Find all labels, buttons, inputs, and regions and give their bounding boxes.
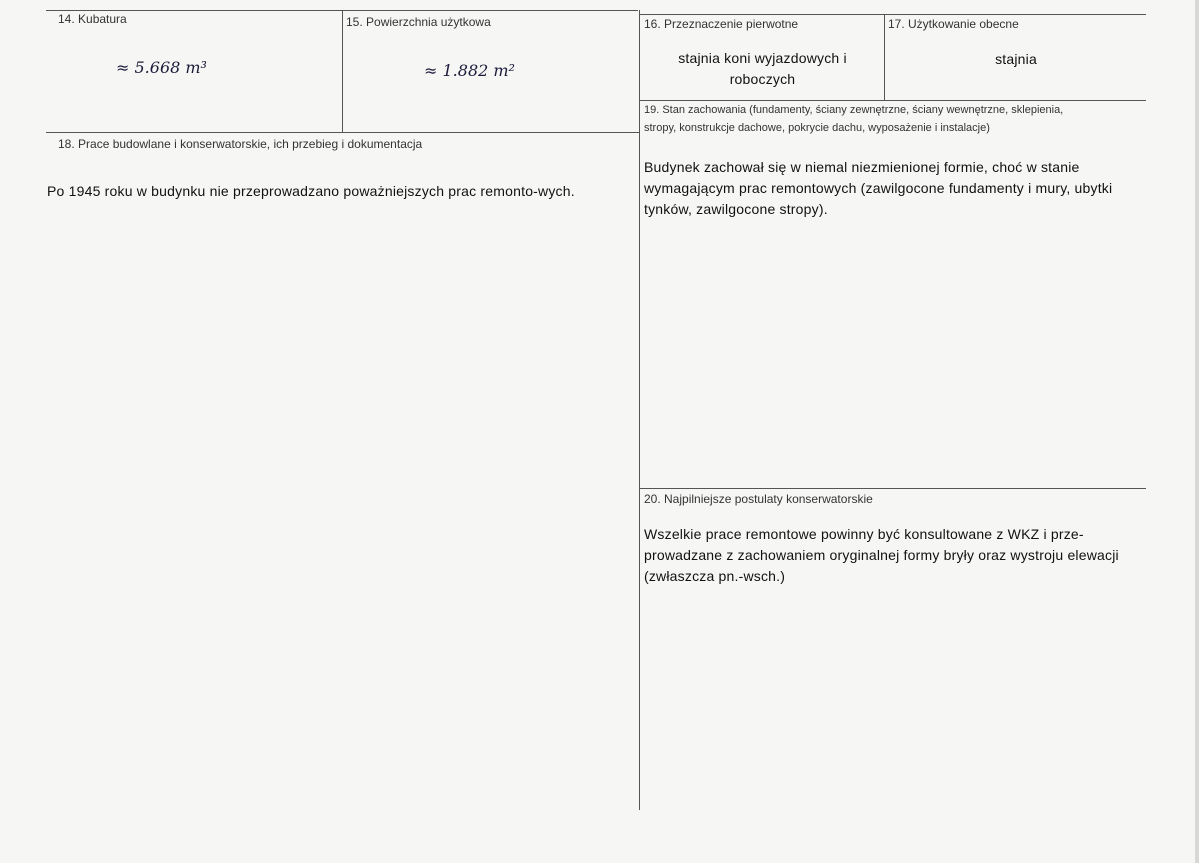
stan-label-line1: 19. Stan zachowania (fundamenty, ściany zewnętrzne, ściany wewnętrzne, sklepienia, bbox=[644, 104, 1064, 116]
stan-value: Budynek zachował się w niemal niezmienionej formie, choć w stanie wymagającym prac remontowych (zawilgocone fundamenty i mury, ubytki tynków, zawilgocone stropy). bbox=[644, 159, 1113, 217]
divider-19-top bbox=[640, 100, 1146, 101]
divider-18-top bbox=[46, 132, 639, 133]
divider-top-right bbox=[640, 14, 1146, 15]
uzytkowanie-value: stajnia bbox=[995, 51, 1037, 67]
kubatura-value: ≈ 5.668 m³ bbox=[116, 58, 207, 77]
stan-label-line2: stropy, konstrukcje dachowe, pokrycie dachu, wyposażenie i instalacje) bbox=[644, 122, 990, 134]
prace-value: Po 1945 roku w budynku nie przeprowadzano poważniejszych prac remonto-wych. bbox=[47, 183, 575, 199]
kubatura-label: 14. Kubatura bbox=[58, 12, 127, 26]
uzytkowanie-label: 17. Użytkowanie obecne bbox=[888, 17, 1019, 31]
powierzchnia-value: ≈ 1.882 m² bbox=[424, 61, 515, 80]
przeznaczenie-label: 16. Przeznaczenie pierwotne bbox=[644, 17, 799, 31]
przeznaczenie-value: stajnia koni wyjazdowych i roboczych bbox=[678, 50, 847, 87]
prace-label: 18. Prace budowlane i konserwatorskie, ich przebieg i dokumentacja bbox=[58, 137, 423, 151]
postulaty-label: 20. Najpilniejsze postulaty konserwatorskie bbox=[644, 492, 873, 506]
postulaty-value: Wszelkie prace remontowe powinny być konsultowane z WKZ i prze-prowadzane z zachowaniem oryginalnej formy bryły oraz wystroju elewacji (zwłaszcza pn.-wsch.) bbox=[644, 526, 1119, 584]
divider-16-17 bbox=[884, 14, 885, 100]
powierzchnia-label: 15. Powierzchnia użytkowa bbox=[346, 15, 491, 29]
card-edge bbox=[1195, 0, 1199, 863]
divider-20-top bbox=[640, 488, 1146, 489]
divider-center bbox=[639, 10, 640, 810]
divider-14-15 bbox=[342, 10, 343, 132]
